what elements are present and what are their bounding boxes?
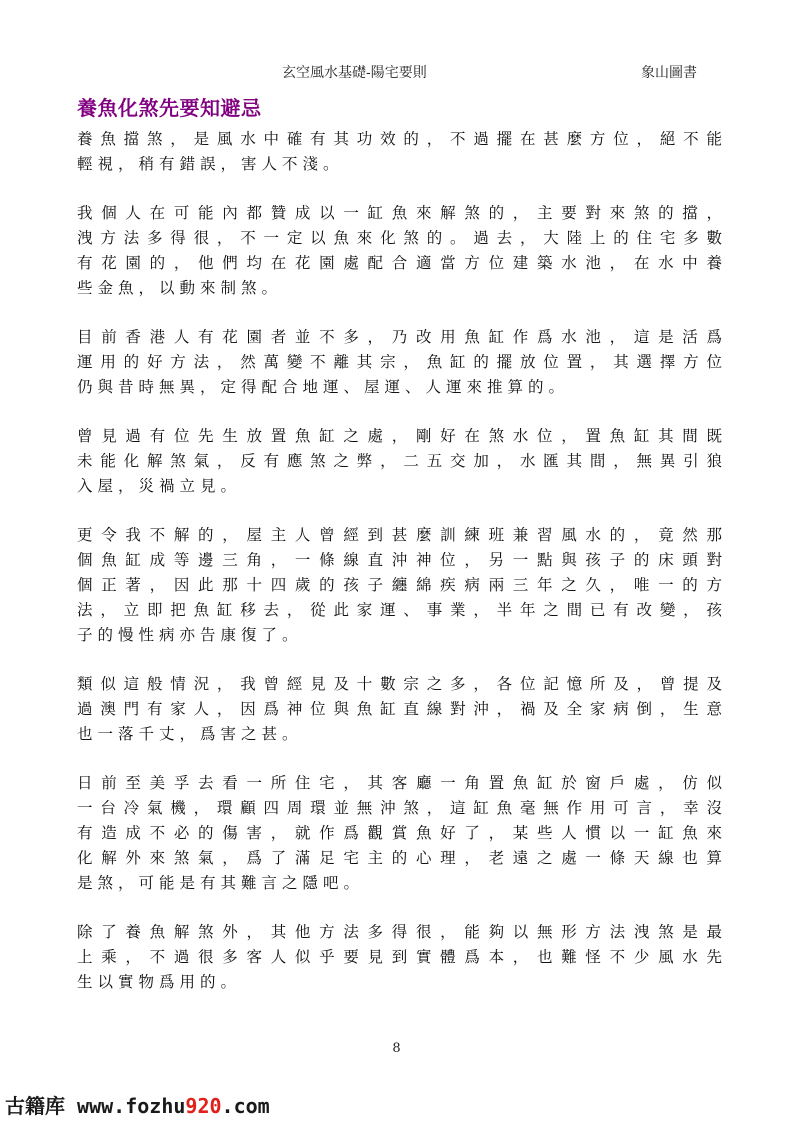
text-line: 除了養魚解煞外，其他方法多得很，能夠以無形方法洩煞是最 — [77, 923, 722, 941]
text-line: 有造成不必的傷害，就作爲觀賞魚好了，某些人慣以一缸魚來 — [77, 824, 722, 842]
text-line: 仍與昔時無異，定得配合地運、屋運、人運來推算的。 — [77, 378, 570, 396]
text-line: 過澳門有家人，因爲神位與魚缸直線對沖，禍及全家病倒，生意 — [77, 700, 722, 718]
text-line: 洩方法多得很，不一定以魚來化煞的。過去，大陸上的住宅多數 — [77, 229, 722, 247]
text-line: 個正著，因此那十四歲的孩子纏綿疾病兩三年之久，唯一的方 — [77, 576, 722, 594]
paragraph — [77, 920, 722, 995]
article-title: 養魚化煞先要知避忌 — [77, 96, 262, 120]
text-line: 輕視，稍有錯誤，害人不淺。 — [77, 155, 344, 173]
site-watermark — [5, 1090, 270, 1119]
watermark-number: 920 — [185, 1094, 222, 1118]
paragraph — [77, 672, 722, 747]
text-line: 法，立即把魚缸移去，從此家運、事業，半年之間已有改變，孩 — [77, 601, 722, 619]
text-line: 子的慢性病亦告康復了。 — [77, 626, 303, 644]
text-line: 也一落千丈，爲害之甚。 — [77, 725, 303, 743]
paragraph — [77, 771, 722, 896]
text-line: 運用的好方法，然萬變不離其宗，魚缸的擺放位置，其選擇方位 — [77, 353, 722, 371]
paragraph — [77, 325, 722, 400]
text-line: 更令我不解的，屋主人曾經到甚麼訓練班兼習風水的，竟然那 — [77, 526, 722, 544]
text-line: 有花園的，他們均在花園處配合適當方位建築水池，在水中養 — [77, 254, 722, 272]
watermark-prefix: 古籍库 www.fozhu — [5, 1094, 186, 1118]
paragraph — [77, 201, 722, 301]
page-header — [0, 62, 793, 82]
text-line: 未能化解煞氣，反有應煞之弊，二五交加，水匯其間，無異引狼 — [77, 452, 722, 470]
book-title: 玄空風水基礎-陽宅要則 — [282, 65, 427, 81]
paragraph — [77, 424, 722, 499]
text-line: 是煞，可能是有其難言之隱吧。 — [77, 874, 365, 892]
text-line: 養魚擋煞，是風水中確有其功效的，不過擺在甚麼方位，絕不能 — [77, 130, 722, 148]
text-line: 個魚缸成等邊三角，一條線直沖神位，另一點與孩子的床頭對 — [77, 551, 722, 569]
text-line: 上乘，不過很多客人似乎要見到實體爲本，也難怪不少風水先 — [77, 948, 722, 966]
paragraph — [77, 523, 722, 648]
text-line: 曾見過有位先生放置魚缸之處，剛好在煞水位，置魚缸其間既 — [77, 427, 722, 445]
text-line: 生以實物爲用的。 — [77, 973, 242, 991]
paragraph — [77, 127, 722, 177]
watermark-suffix: .com — [221, 1094, 270, 1118]
text-line: 日前至美孚去看一所住宅，其客廳一角置魚缸於窗戶處，仿似 — [77, 774, 722, 792]
text-line: 我個人在可能內都贊成以一缸魚來解煞的，主要對來煞的擋， — [77, 204, 722, 222]
text-line: 類似這般情況，我曾經見及十數宗之多，各位記憶所及，曾提及 — [77, 675, 722, 693]
page-number: 8 — [392, 1041, 401, 1056]
article-body — [77, 127, 722, 1019]
text-line: 目前香港人有花園者並不多，乃改用魚缸作爲水池，這是活爲 — [77, 328, 722, 346]
text-line: 化解外來煞氣，爲了滿足宅主的心理，老遠之處一條天線也算 — [77, 849, 722, 867]
text-line: 一台冷氣機，環顧四周環並無沖煞，這缸魚毫無作用可言，幸沒 — [77, 799, 722, 817]
text-line: 入屋，災禍立見。 — [77, 477, 242, 495]
publisher-name: 象山圖書 — [641, 65, 697, 81]
text-line: 些金魚，以動來制煞。 — [77, 279, 283, 297]
